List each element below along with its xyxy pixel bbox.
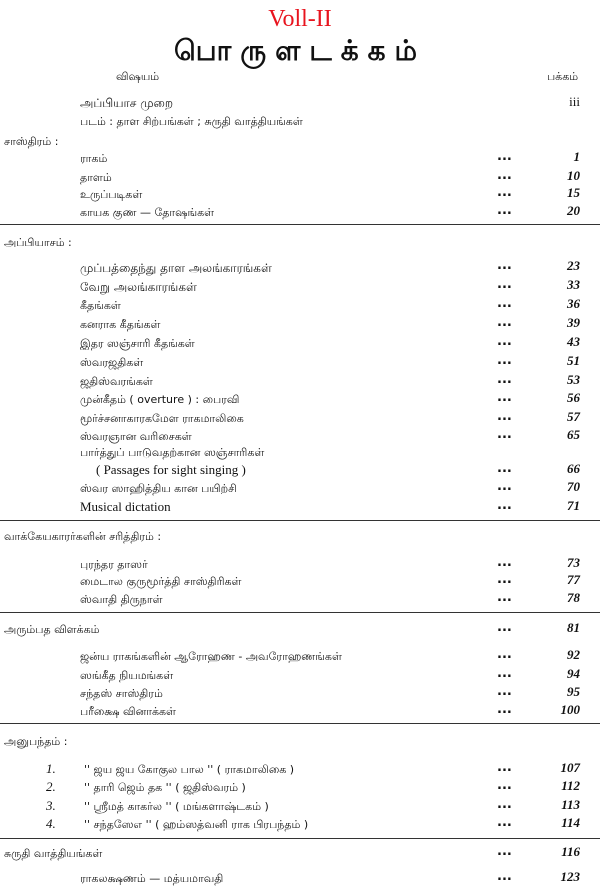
appendix-number: 3.: [46, 798, 56, 813]
toc-entry-text: ஸ்வாதி திருநாள்: [80, 593, 163, 606]
leader-dots: ...: [497, 869, 512, 884]
leader-dots: ...: [497, 149, 512, 164]
toc-entry-text: இதர ஸஞ்சாரி கீதங்கள்: [80, 337, 195, 350]
appendix-number: 4.: [46, 816, 56, 831]
toc-entry-text: ( Passages for sight singing ): [96, 462, 246, 477]
toc-entry-text: வேறு அலங்காரங்கள்: [80, 280, 197, 294]
leader-dots: ...: [497, 684, 512, 699]
leader-dots: ...: [497, 572, 512, 587]
toc-entry-text: ஜன்ய ராகங்களின் ஆரோஹண - அவரோஹணங்கள்: [80, 650, 342, 663]
toc-entry-page: 56: [567, 390, 580, 405]
toc-entry-page: 112: [561, 778, 580, 793]
toc-entry-text: ஸங்கீத நியமங்கள்: [80, 669, 174, 682]
toc-entry-page: 23: [567, 258, 580, 273]
toc-entry-text: Musical dictation: [80, 499, 171, 514]
toc-entry-page: 123: [560, 869, 580, 884]
toc-entry-text: மைடால குருமூர்த்தி சாஸ்திரிகள்: [80, 575, 242, 588]
section-heading: அனுபந்தம் :: [4, 735, 68, 748]
toc-entry-text: காயக குண — தோஷங்கள்: [80, 206, 215, 219]
toc-entry-text: புரந்தர தாஸர்: [80, 558, 148, 571]
section-heading: வாக்கேயகாரர்களின் சரித்திரம் :: [4, 530, 162, 543]
leader-dots: ...: [497, 555, 512, 570]
leader-dots: ...: [497, 353, 512, 368]
leader-dots: ...: [497, 390, 512, 405]
toc-entry-text: ஜதிஸ்வரங்கள்: [80, 375, 153, 388]
leader-dots: ...: [497, 372, 512, 387]
toc-entry-text: ஸ்வரஞான வரிசைகள்: [80, 430, 192, 443]
toc-entry-page: 51: [567, 353, 580, 368]
toc-entry-page: 73: [567, 555, 580, 570]
toc-entry-text: சந்தஸ் சாஸ்திரம்: [80, 687, 163, 700]
toc-entry-page: 71: [567, 498, 580, 513]
toc-entry-page: 10: [567, 168, 580, 183]
section-divider: [0, 224, 600, 225]
toc-entry-text: அப்பியாச முறை: [80, 96, 174, 110]
leader-dots: ...: [497, 479, 512, 494]
leader-dots: ...: [497, 427, 512, 442]
toc-entry-page: 77: [567, 572, 580, 587]
toc-entry-text: ராகலக்ஷணம் — மத்யமாவதி: [80, 872, 224, 885]
section-divider: [0, 520, 600, 521]
toc-entry-page: 92: [567, 647, 580, 662]
toc-entry-page: 20: [567, 203, 580, 218]
leader-dots: ...: [497, 647, 512, 662]
toc-entry-page: 116: [561, 844, 580, 859]
section-divider: [0, 723, 600, 724]
section-heading: சுருதி வாத்தியங்கள்: [4, 847, 103, 860]
leader-dots: ...: [497, 815, 512, 830]
toc-entry-text: ஸ்வரஜதிகள்: [80, 356, 144, 369]
toc-entry-page: 57: [567, 409, 580, 424]
toc-entry-page: 94: [567, 666, 580, 681]
toc-entry-page: 36: [567, 296, 580, 311]
page-title: பொருளடக்கம்: [173, 34, 427, 67]
leader-dots: ...: [497, 296, 512, 311]
toc-entry-text: பார்த்துப் பாடுவதற்கான ஸஞ்சாரிகள்: [80, 446, 265, 459]
toc-entry-page: 53: [567, 372, 580, 387]
leader-dots: ...: [497, 258, 512, 273]
leader-dots: ...: [497, 702, 512, 717]
leader-dots: ...: [497, 760, 512, 775]
toc-entry-text: '' தாரி ஜெம் தக '' ( ஜதிஸ்வரம் ): [84, 781, 246, 794]
appendix-number: 1.: [46, 761, 56, 776]
toc-entry-page: 107: [560, 760, 580, 775]
toc-entry-page: 70: [567, 479, 580, 494]
leader-dots: ...: [497, 315, 512, 330]
section-divider: [0, 612, 600, 613]
leader-dots: ...: [497, 168, 512, 183]
toc-entry-page: 100: [560, 702, 580, 717]
toc-entry-page: 114: [561, 815, 580, 830]
column-header-subject: விஷயம்: [116, 70, 160, 83]
toc-entry-page: iii: [569, 94, 580, 109]
column-header-page: பக்கம்: [547, 70, 579, 83]
leader-dots: ...: [497, 666, 512, 681]
leader-dots: ...: [497, 620, 512, 635]
toc-entry-text: '' சந்தஸேஎ '' ( ஹம்ஸத்வனி ராக பிரபந்தம் ): [84, 818, 309, 831]
toc-entry-text: '' ஸ்ரீமத் காகர்ல '' ( மங்களாஷ்டகம் ): [84, 800, 269, 813]
toc-entry-text: கனராக கீதங்கள்: [80, 318, 161, 331]
toc-entry-text: '' ஜய ஜய கோகுல பால '' ( ராகமாலிகை ): [84, 763, 295, 776]
toc-entry-text: முப்பத்தைந்து தாள அலங்காரங்கள்: [80, 261, 272, 275]
toc-entry-text: ஸ்வர ஸாஹித்திய கான பயிற்சி: [80, 482, 237, 495]
leader-dots: ...: [497, 185, 512, 200]
appendix-number: 2.: [46, 779, 56, 794]
leader-dots: ...: [497, 203, 512, 218]
leader-dots: ...: [497, 461, 512, 476]
toc-entry-page: 1: [573, 149, 580, 164]
toc-entry-text: முன்கீதம் ( overture ) : பைரவி: [80, 393, 240, 406]
toc-entry-text: படம் : தாள சிற்பங்கள் ; சுருதி வாத்தியங்கள்: [80, 115, 303, 128]
toc-entry-text: உருப்படிகள்: [80, 188, 143, 201]
toc-entry-text: ராகம்: [80, 152, 108, 165]
toc-entry-page: 113: [561, 797, 580, 812]
toc-entry-text: மூர்ச்சனாகாரகமேள ராகமாலிகை: [80, 412, 244, 425]
leader-dots: ...: [497, 277, 512, 292]
toc-entry-page: 39: [567, 315, 580, 330]
volume-label: Voll-II: [268, 6, 332, 32]
toc-entry-page: 15: [567, 185, 580, 200]
toc-entry-text: தாளம்: [80, 171, 112, 184]
toc-entry-page: 66: [567, 461, 580, 476]
section-divider: [0, 838, 600, 839]
toc-entry-page: 95: [567, 684, 580, 699]
section-heading: அப்பியாசம் :: [4, 236, 72, 249]
toc-entry-page: 65: [567, 427, 580, 442]
leader-dots: ...: [497, 498, 512, 513]
leader-dots: ...: [497, 334, 512, 349]
toc-entry-page: 43: [567, 334, 580, 349]
toc-entry-page: 78: [567, 590, 580, 605]
section-heading: சாஸ்திரம் :: [4, 135, 59, 148]
leader-dots: ...: [497, 778, 512, 793]
toc-entry-text: பரீக்ஷை வினாக்கள்: [80, 705, 176, 718]
leader-dots: ...: [497, 409, 512, 424]
toc-entry-page: 33: [567, 277, 580, 292]
leader-dots: ...: [497, 844, 512, 859]
toc-entry-page: 81: [567, 620, 580, 635]
leader-dots: ...: [497, 590, 512, 605]
leader-dots: ...: [497, 797, 512, 812]
toc-entry-text: கீதங்கள்: [80, 299, 121, 312]
section-heading: அரும்பத விளக்கம்: [4, 623, 100, 636]
